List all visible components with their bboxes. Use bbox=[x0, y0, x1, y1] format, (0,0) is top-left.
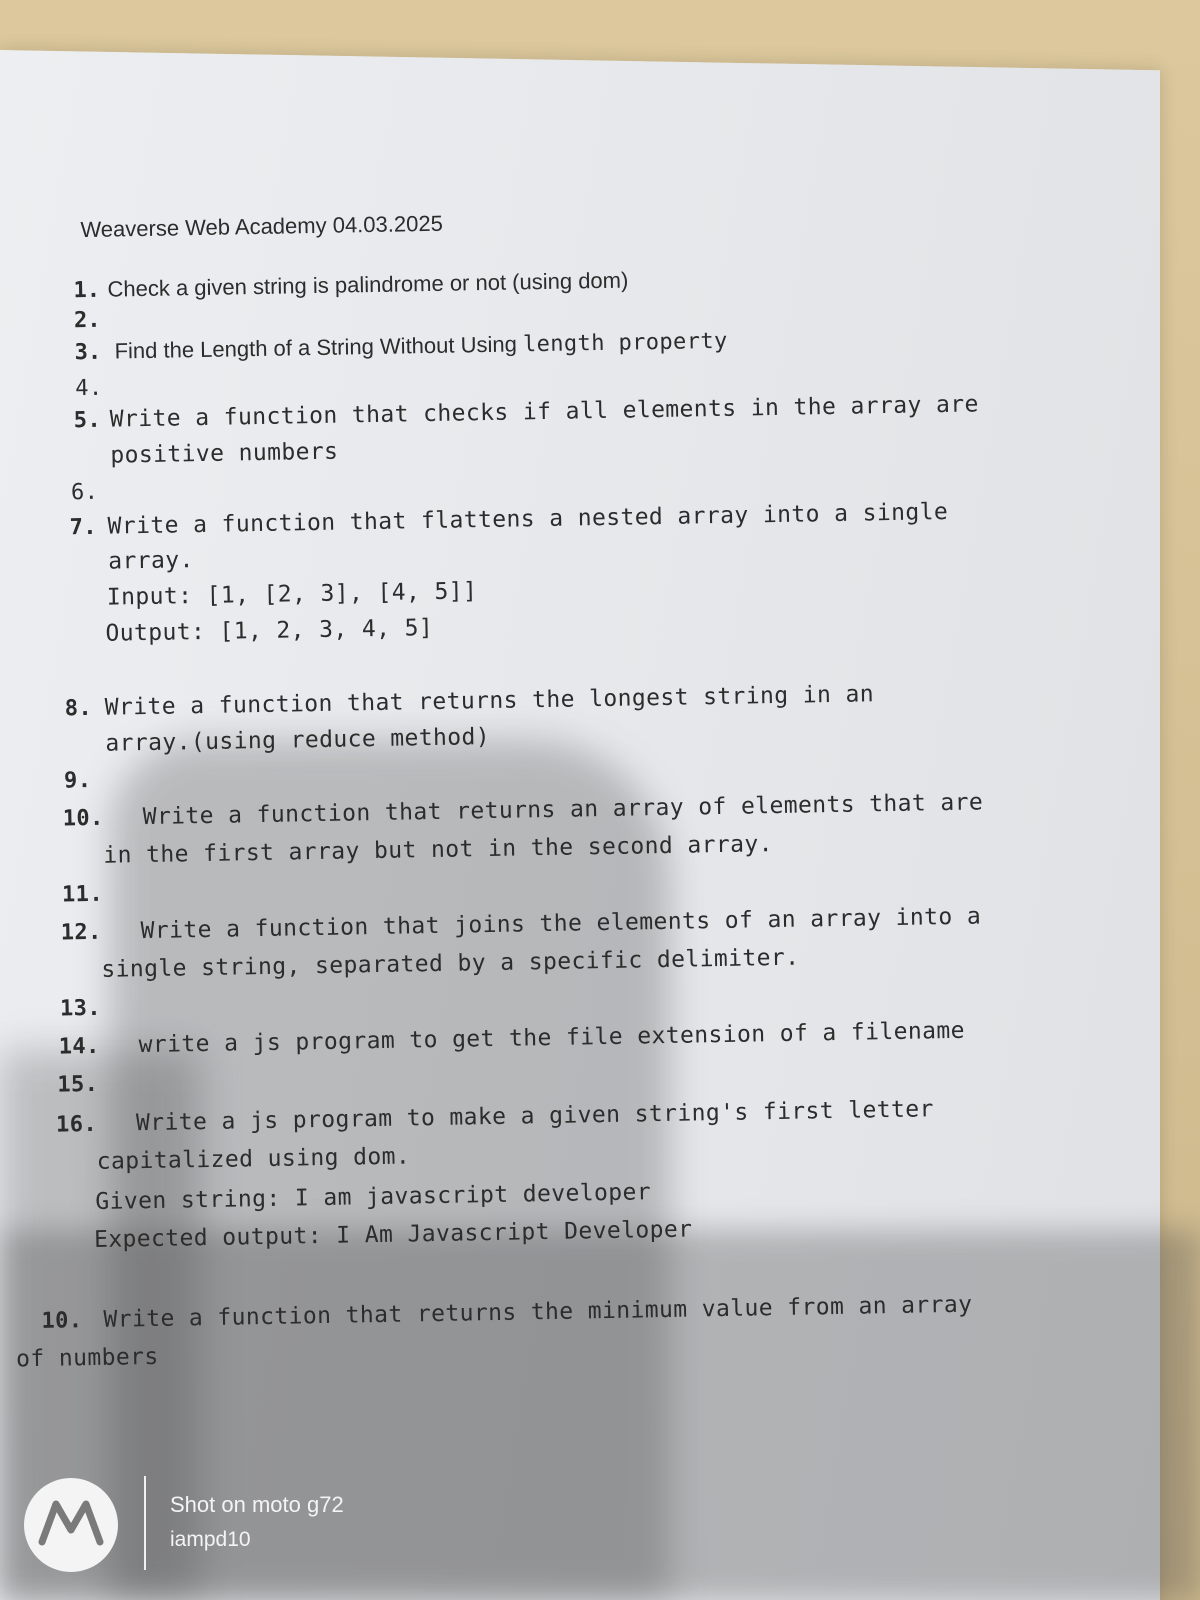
list-item-7-input: Input: [1, [2, 3], [4, 5]] bbox=[106, 578, 478, 611]
item-number: 4. bbox=[74, 375, 103, 402]
list-item-3 bbox=[74, 328, 728, 365]
item-number: 11. bbox=[61, 881, 104, 908]
motorola-logo-icon bbox=[24, 1478, 118, 1572]
list-item-7-continued: array. bbox=[108, 547, 194, 575]
item-text: Write a function that joins the elements of an array into a bbox=[140, 903, 982, 945]
item-number: 7. bbox=[69, 514, 98, 541]
list-item-16 bbox=[56, 1096, 934, 1137]
item-number: 3. bbox=[74, 339, 102, 366]
watermark-divider bbox=[144, 1476, 146, 1570]
document-header: Weaverse Web Academy 04.03.2025 bbox=[80, 210, 444, 243]
list-item-4 bbox=[75, 375, 109, 402]
list-item-5 bbox=[74, 391, 979, 433]
list-item-2 bbox=[74, 307, 108, 334]
list-item-12 bbox=[60, 903, 981, 945]
list-item-10-continued: in the first array but not in the second array. bbox=[103, 831, 774, 869]
item-text: Find the Length of a String Without Using bbox=[114, 331, 518, 364]
item-text: Write a function that returns the longest string in an bbox=[104, 681, 875, 721]
list-item-extra-continued: of numbers bbox=[15, 1343, 159, 1373]
list-item-7-output: Output: [1, 2, 3, 4, 5] bbox=[105, 614, 434, 647]
list-item-16-expected: Expected output: I Am Javascript Developer bbox=[93, 1216, 693, 1253]
list-item-16-continued: capitalized using dom. bbox=[96, 1143, 411, 1175]
item-number: 9. bbox=[63, 767, 92, 794]
item-number: 16. bbox=[55, 1111, 98, 1138]
list-item-12-continued: single string, separated by a specific delimiter. bbox=[101, 944, 800, 983]
item-number: 6. bbox=[70, 479, 99, 506]
watermark-device: Shot on moto g72 bbox=[170, 1492, 344, 1517]
list-item-11 bbox=[62, 881, 103, 908]
list-item-6 bbox=[71, 479, 105, 506]
list-item-5-continued: positive numbers bbox=[110, 438, 339, 469]
list-item-extra bbox=[41, 1292, 972, 1334]
list-item-9 bbox=[64, 767, 98, 794]
list-item-15 bbox=[57, 1071, 98, 1098]
list-item-14 bbox=[58, 1018, 965, 1060]
item-text: Check a given string is palindrome or not (using dom) bbox=[107, 267, 629, 302]
item-number: 10. bbox=[62, 805, 104, 832]
item-number: 12. bbox=[60, 919, 102, 946]
list-item-8-continued: array.(using reduce method) bbox=[105, 724, 491, 757]
list-item-13 bbox=[60, 995, 101, 1022]
item-number: 14. bbox=[58, 1033, 100, 1060]
item-number: 13. bbox=[59, 995, 102, 1022]
item-code: length property bbox=[522, 328, 728, 358]
item-number: 1. bbox=[73, 277, 101, 304]
list-item-8 bbox=[65, 681, 875, 721]
item-text: write a js program to get the file extension of a filename bbox=[138, 1017, 966, 1059]
item-number: 5. bbox=[73, 407, 102, 434]
item-text: Write a function that returns an array of elements that are bbox=[142, 789, 984, 831]
item-text: Write a function that checks if all elements in the array are bbox=[109, 391, 979, 433]
item-number: 15. bbox=[57, 1071, 99, 1098]
list-item-16-given: Given string: I am javascript developer bbox=[95, 1179, 652, 1215]
item-text: Write a function that flattens a nested array into a single bbox=[107, 498, 949, 540]
item-text: Write a function that returns the minimum value from an array bbox=[103, 1291, 973, 1333]
item-number: 10. bbox=[41, 1308, 83, 1334]
list-item-10 bbox=[62, 789, 983, 831]
list-item-1 bbox=[73, 268, 628, 304]
item-text: Write a js program to make a given string's first letter bbox=[135, 1096, 934, 1137]
camera-watermark bbox=[24, 1476, 364, 1576]
list-item-7 bbox=[69, 499, 948, 540]
watermark-user: iampd10 bbox=[170, 1528, 251, 1551]
item-number: 2. bbox=[73, 307, 101, 334]
item-number: 8. bbox=[64, 695, 93, 722]
